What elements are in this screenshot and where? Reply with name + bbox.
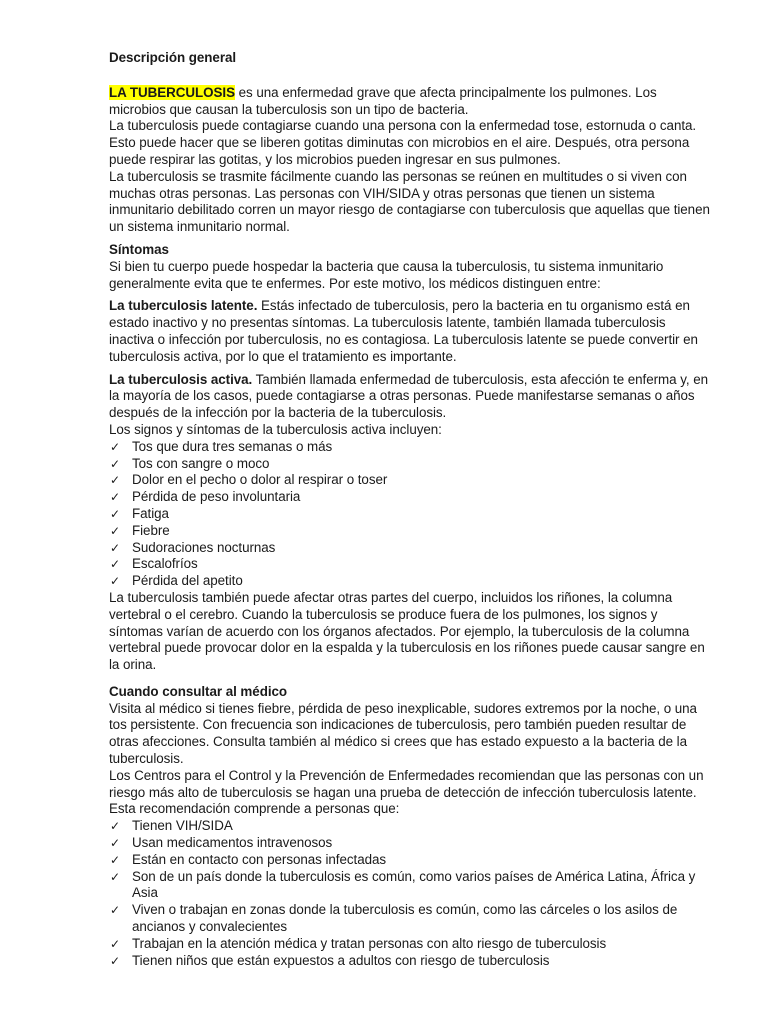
list-item: ✓ Tienen niños que están expuestos a adultos con riesgo de tuberculosis	[110, 952, 550, 968]
check-icon: ✓	[110, 456, 121, 471]
latent-text: Estás infectado de tuberculosis, pero la bacteria en tu organismo está en estado inactivo y no presentas síntomas. La tuberculosis latente, también llamada tuberculosis inactiva o infección por tuberculosis, no es contagiosa. La tuberculosis latente se puede convertir en tuberculosis activa, por lo que el tratamiento es importante.	[109, 298, 698, 364]
check-icon: ✓	[110, 557, 121, 572]
list-item: ✓ Fiebre	[110, 522, 170, 538]
list-item: ✓ Son de un país donde la tuberculosis es común, como varios países de América Latina, África y Asia	[110, 868, 696, 901]
intro-text: es una enfermedad grave que afecta principalmente los pulmones. Los microbios que causan la tuberculosis son un tipo de bacteria.	[109, 84, 657, 117]
active-text: También llamada enfermedad de tuberculosis, esta afección te enferma y, en la mayoría de los casos, puede contagiarse a otras personas. Puede manifestarse semanas o años después de la infección por la bacteria de la tuberculosis.	[109, 371, 708, 421]
list-item: ✓ Fatiga	[110, 505, 169, 521]
paragraph-active	[109, 372, 713, 422]
check-icon: ✓	[110, 869, 121, 884]
paragraph-latent	[109, 298, 713, 365]
paragraph-cdc: Los Centros para el Control y la Prevención de Enfermedades recomiendan que las personas con un riesgo más alto de tuberculosis se hagan una prueba de detección de infección tuberculosis latente. Esta recomendación comprende a personas que:	[109, 767, 704, 817]
document-page	[109, 50, 713, 969]
paragraph-transmission: La tuberculosis se trasmite fácilmente cuando las personas se reúnen en multitudes o si viven con muchas otras personas. Las personas con VIH/SIDA y otras personas que tienen un sistema inmunitario debilitado corren un mayor riesgo de contagiarse con tuberculosis que aquellas que tienen un sistema inmunitario normal.	[109, 168, 710, 235]
paragraph-contagion: La tuberculosis puede contagiarse cuando una persona con la enfermedad tose, estornuda o canta. Esto puede hacer que se liberen gotitas diminutas con microbios en el aire. Después, otra persona puede respirar las gotitas, y los microbios pueden ingresar en sus pulmones.	[109, 118, 697, 167]
check-icon: ✓	[110, 506, 121, 521]
list-item: ✓ Viven o trabajan en zonas donde la tuberculosis es común, como las cárceles o los asilos de ancianos y convalecientes	[110, 902, 678, 935]
check-icon: ✓	[110, 439, 121, 454]
list-item: ✓ Están en contacto con personas infectadas	[110, 851, 387, 867]
paragraph-other-organs: La tuberculosis también puede afectar otras partes del cuerpo, incluidos los riñones, la columna vertebral o el cerebro. Cuando la tuberculosis se produce fuera de los pulmones, los signos y síntomas varían de acuerdo con los órganos afectados. Por ejemplo, la tuberculosis de la columna vertebral puede provocar dolor en la espalda y la tuberculosis en los riñones puede causar sangre en la orina.	[109, 589, 705, 673]
list-item: ✓ Dolor en el pecho o dolor al respirar o toser	[110, 472, 388, 488]
check-icon: ✓	[110, 490, 121, 505]
list-item: ✓ Trabajan en la atención médica y tratan personas con alto riesgo de tuberculosis	[110, 935, 607, 951]
check-icon: ✓	[110, 953, 121, 968]
section-heading-general: Descripción general	[109, 50, 237, 65]
section-heading-doctor: Cuando consultar al médico	[109, 683, 288, 699]
highlighted-term: LA TUBERCULOSIS	[109, 84, 235, 100]
paragraph-doctor-visit: Visita al médico si tienes fiebre, pérdida de peso inexplicable, sudores extremos por la noche, o una tos persistente. Con frecuencia son indicaciones de tuberculosis, pero también pueden resultar de otras afecciones. Consulta también al médico si crees que has estado expuesto a la bacteria de la tuberculosis.	[109, 700, 697, 767]
check-icon: ✓	[110, 523, 121, 538]
list-item: ✓ Sudoraciones nocturnas	[110, 539, 276, 555]
active-label: La tuberculosis activa.	[109, 371, 253, 387]
check-icon: ✓	[110, 540, 121, 555]
symptoms-list-intro: Los signos y síntomas de la tuberculosis activa incluyen:	[109, 421, 442, 437]
list-item: ✓ Pérdida de peso involuntaria	[110, 489, 301, 505]
list-item: ✓ Tienen VIH/SIDA	[110, 818, 233, 834]
section-heading-symptoms: Síntomas	[109, 241, 169, 257]
check-icon: ✓	[110, 836, 121, 851]
paragraph-symptoms-intro: Si bien tu cuerpo puede hospedar la bacteria que causa la tuberculosis, tu sistema inmunitario generalmente evita que te enfermes. Por este motivo, los médicos distinguen entre:	[109, 258, 664, 291]
list-item: ✓ Tos con sangre o moco	[110, 455, 270, 471]
check-icon: ✓	[110, 473, 121, 488]
risk-groups-list	[109, 818, 713, 969]
list-item: ✓ Pérdida del apetito	[110, 573, 243, 589]
latent-label: La tuberculosis latente.	[109, 298, 258, 314]
check-icon: ✓	[110, 574, 121, 589]
paragraph-intro	[109, 85, 713, 119]
list-item: ✓ Tos que dura tres semanas o más	[110, 438, 333, 454]
list-item: ✓ Escalofríos	[110, 556, 198, 572]
check-icon: ✓	[110, 936, 121, 951]
symptoms-list	[109, 439, 713, 590]
check-icon: ✓	[110, 819, 121, 834]
check-icon: ✓	[110, 903, 121, 918]
list-item: ✓ Usan medicamentos intravenosos	[110, 835, 333, 851]
check-icon: ✓	[110, 852, 121, 867]
